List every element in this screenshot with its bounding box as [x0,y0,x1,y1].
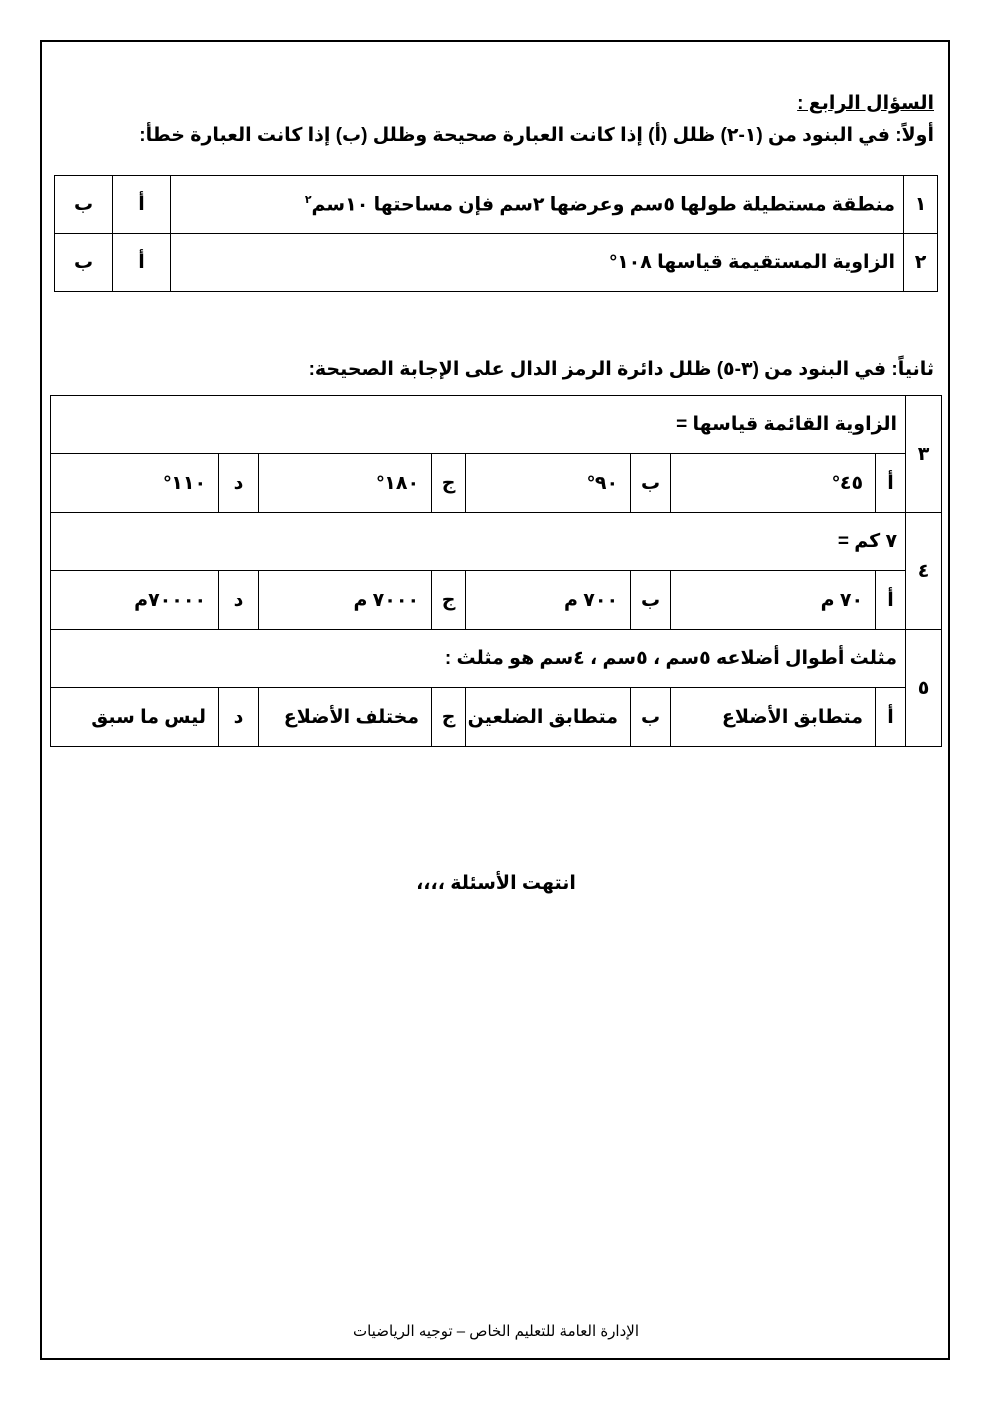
options-row [51,688,942,747]
option-letter-d[interactable]: د [219,688,259,747]
statement-text: الزاوية المستقيمة قياسها ١٠٨° [171,234,904,292]
question-row [51,396,942,454]
question-row [51,513,942,571]
option-text-d: ليس ما سبق [51,688,219,747]
true-false-table [54,175,938,292]
question-row [51,630,942,688]
option-text-b: ٩٠° [466,454,631,513]
option-text-b: ٧٠٠ م [466,571,631,630]
statement-text: منطقة مستطيلة طولها ٥سم وعرضها ٢سم فإن مساحتها ١٠سم$^٢$ [171,176,904,234]
choice-a[interactable]: أ [113,176,171,234]
option-text-a: متطابق الأضلاع [671,688,876,747]
option-letter-a[interactable]: أ [876,571,906,630]
question-text: ٧ كم = [51,513,906,571]
choice-a[interactable]: أ [113,234,171,292]
option-letter-a[interactable]: أ [876,688,906,747]
option-letter-d[interactable]: د [219,571,259,630]
option-letter-c[interactable]: ج [432,454,466,513]
option-text-a: ٤٥° [671,454,876,513]
option-letter-b[interactable]: ب [631,454,671,513]
option-letter-c[interactable]: ج [432,571,466,630]
choice-b[interactable]: ب [55,176,113,234]
question-text: مثلث أطوال أضلاعه ٥سم ، ٥سم ، ٤سم هو مثلث : [51,630,906,688]
option-text-c: ٧٠٠٠ م [259,571,432,630]
option-text-d: ٧٠٠٠٠م [51,571,219,630]
options-row [51,454,942,513]
part1-instruction: أولاً: في البنود من (١-٢) ظلل (أ) إذا كانت العبارة صحيحة وظلل (ب) إذا كانت العبارة خطأ: [139,125,934,146]
option-text-c: ١٨٠° [259,454,432,513]
option-letter-b[interactable]: ب [631,571,671,630]
choice-b[interactable]: ب [55,234,113,292]
end-of-questions: انتهت الأسئلة ،،،، [416,873,576,894]
table-row [55,234,938,292]
option-letter-a[interactable]: أ [876,454,906,513]
question-text: الزاوية القائمة قياسها = [51,396,906,454]
option-text-b: متطابق الضلعين [466,688,631,747]
multiple-choice-table [50,395,942,747]
part2-instruction: ثانياً: في البنود من (٣-٥) ظلل دائرة الرمز الدال على الإجابة الصحيحة: [308,359,934,380]
option-letter-b[interactable]: ب [631,688,671,747]
question-heading: السؤال الرابع : [797,93,934,114]
item-number: ٣ [906,396,942,513]
footer-text: الإدارة العامة للتعليم الخاص – توجيه الرياضيات [352,1323,640,1340]
option-text-c: مختلف الأضلاع [259,688,432,747]
option-text-a: ٧٠ م [671,571,876,630]
item-number: ١ [904,176,938,234]
option-letter-c[interactable]: ج [432,688,466,747]
option-letter-d[interactable]: د [219,454,259,513]
item-number: ٢ [904,234,938,292]
option-text-d: ١١٠° [51,454,219,513]
item-number: ٤ [906,513,942,630]
options-row [51,571,942,630]
table-row [55,176,938,234]
item-number: ٥ [906,630,942,747]
